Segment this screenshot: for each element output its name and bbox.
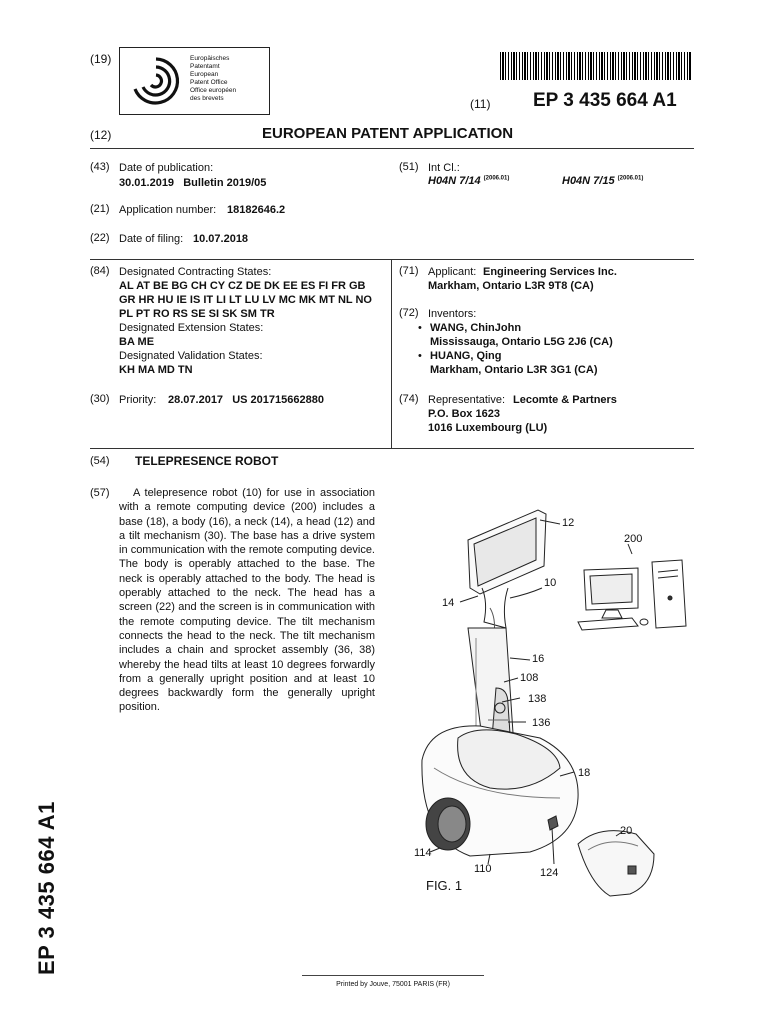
fig-label-114: 114 bbox=[414, 847, 432, 859]
app-num-label: Application number: bbox=[119, 204, 217, 216]
inventor-2-name: HUANG, Qing bbox=[430, 350, 502, 362]
fig-label-10: 10 bbox=[544, 577, 557, 589]
inid-22: (22) bbox=[90, 232, 110, 244]
inid-11: (11) bbox=[470, 97, 491, 111]
states-line-3: PL PT RO RS SE SI SK SM TR bbox=[119, 308, 275, 320]
val-value: KH MA MD TN bbox=[119, 364, 193, 376]
pub-date-label: Date of publication: bbox=[119, 162, 214, 174]
footer-rule bbox=[302, 975, 484, 976]
fig-label-124: 124 bbox=[540, 867, 559, 879]
publication-number: EP 3 435 664 A1 bbox=[533, 90, 677, 111]
val-label: Designated Validation States: bbox=[119, 350, 263, 362]
fig-label-14: 14 bbox=[442, 597, 455, 609]
applicant-label: Applicant: bbox=[428, 266, 477, 278]
states-line-1: AL AT BE BG CH CY CZ DE DK EE ES FI FR GB bbox=[119, 280, 366, 292]
states-line-2: GR HR HU IE IS IT LI LT LU LV MC MK MT NL NO bbox=[119, 294, 372, 306]
inid-19: (19) bbox=[90, 52, 112, 66]
inventor-2-address: Markham, Ontario L3R 3G1 (CA) bbox=[430, 364, 598, 376]
document-type: EUROPEAN PATENT APPLICATION bbox=[262, 125, 514, 142]
title-rule bbox=[90, 448, 694, 449]
header-rule bbox=[90, 148, 694, 149]
fig-label-16: 16 bbox=[532, 653, 545, 665]
epo-logo-icon bbox=[126, 51, 186, 111]
fig-label-18: 18 bbox=[578, 767, 591, 779]
biblio-rule bbox=[90, 259, 694, 260]
epo-office-names: Europäisches Patentamt European Patent Office Office européen des brevets bbox=[190, 55, 237, 102]
fig-label-12: 12 bbox=[562, 517, 575, 529]
inid-12: (12) bbox=[90, 128, 112, 142]
fig-label-108: 108 bbox=[520, 672, 539, 684]
pub-date-value: 30.01.2019 Bulletin 2019/05 bbox=[119, 177, 267, 189]
fig-label-20: 20 bbox=[620, 825, 633, 837]
barcode bbox=[500, 52, 692, 80]
rep-line-2: P.O. Box 1623 bbox=[428, 408, 500, 420]
fig-label-110: 110 bbox=[474, 863, 492, 875]
bullet-1: • bbox=[418, 322, 422, 334]
fig-caption: FIG. 1 bbox=[426, 878, 463, 893]
invention-title: TELEPRESENCE ROBOT bbox=[135, 454, 279, 468]
printer-note: Printed by Jouve, 75001 PARIS (FR) bbox=[336, 981, 450, 988]
filing-label: Date of filing: bbox=[119, 233, 184, 245]
int-cl-label: Int Cl.: bbox=[428, 162, 460, 174]
inid-84: (84) bbox=[90, 265, 110, 277]
epo-logo bbox=[119, 47, 270, 115]
inid-72: (72) bbox=[399, 307, 419, 319]
inid-51: (51) bbox=[399, 161, 419, 173]
applicant-address: Markham, Ontario L3R 9T8 (CA) bbox=[428, 280, 594, 292]
rep-name: Lecomte & Partners bbox=[513, 394, 617, 406]
priority-value: 28.07.2017 US 201715662880 bbox=[168, 394, 324, 406]
inid-30: (30) bbox=[90, 393, 110, 405]
fig-label-138: 138 bbox=[528, 693, 547, 705]
bullet-2: • bbox=[418, 350, 422, 362]
inventor-1-address: Mississauga, Ontario L5G 2J6 (CA) bbox=[430, 336, 613, 348]
ext-label: Designated Extension States: bbox=[119, 322, 264, 334]
inid-71: (71) bbox=[399, 265, 419, 277]
ext-value: BA ME bbox=[119, 336, 155, 348]
inventors-label: Inventors: bbox=[428, 308, 477, 320]
side-publication-number: EP 3 435 664 A1 bbox=[34, 801, 59, 975]
rep-line-3: 1016 Luxembourg (LU) bbox=[428, 422, 548, 434]
app-num-value: 18182646.2 bbox=[227, 204, 286, 216]
inid-21: (21) bbox=[90, 203, 110, 215]
column-divider bbox=[391, 259, 392, 448]
rep-label: Representative: bbox=[428, 394, 506, 406]
abstract-text: A telepresence robot (10) for use in association with a remote computing device (200) includes a base (18), a body (16), a neck (14), a head (12) and a tilt mechanism (30). The base has a drive system in communication with the remote computing device. The body is operably attached to the base. The neck is operably attached to the body. The head is operably attached to the neck. The head has a screen (22) and the screen is in communication with the remote computing device. The tilt mechanism connects the head to the neck. The tilt mechanism includes a chain and sprocket assembly (36, 38) whereby the head tilts at least 10 degrees forwardly from a generally upright position and at least 10 degrees backwardly form the generally upright position. bbox=[119, 487, 375, 714]
int-cl-2: H04N 7/15 $^{(2006.01)}$ bbox=[562, 175, 644, 187]
fig-1-drawing bbox=[410, 498, 696, 908]
priority-label: Priority: bbox=[119, 394, 157, 406]
inid-43: (43) bbox=[90, 161, 110, 173]
inventor-1-name: WANG, ChinJohn bbox=[430, 322, 522, 334]
states-label: Designated Contracting States: bbox=[119, 266, 272, 278]
filing-value: 10.07.2018 bbox=[193, 233, 249, 245]
applicant-name: Engineering Services Inc. bbox=[483, 266, 617, 278]
inid-74: (74) bbox=[399, 393, 419, 405]
inid-57: (57) bbox=[90, 487, 110, 499]
inid-54: (54) bbox=[90, 455, 110, 467]
fig-label-200: 200 bbox=[624, 533, 643, 545]
fig-label-136: 136 bbox=[532, 717, 551, 729]
int-cl-1: H04N 7/14 $^{(2006.01)}$ bbox=[428, 175, 510, 187]
